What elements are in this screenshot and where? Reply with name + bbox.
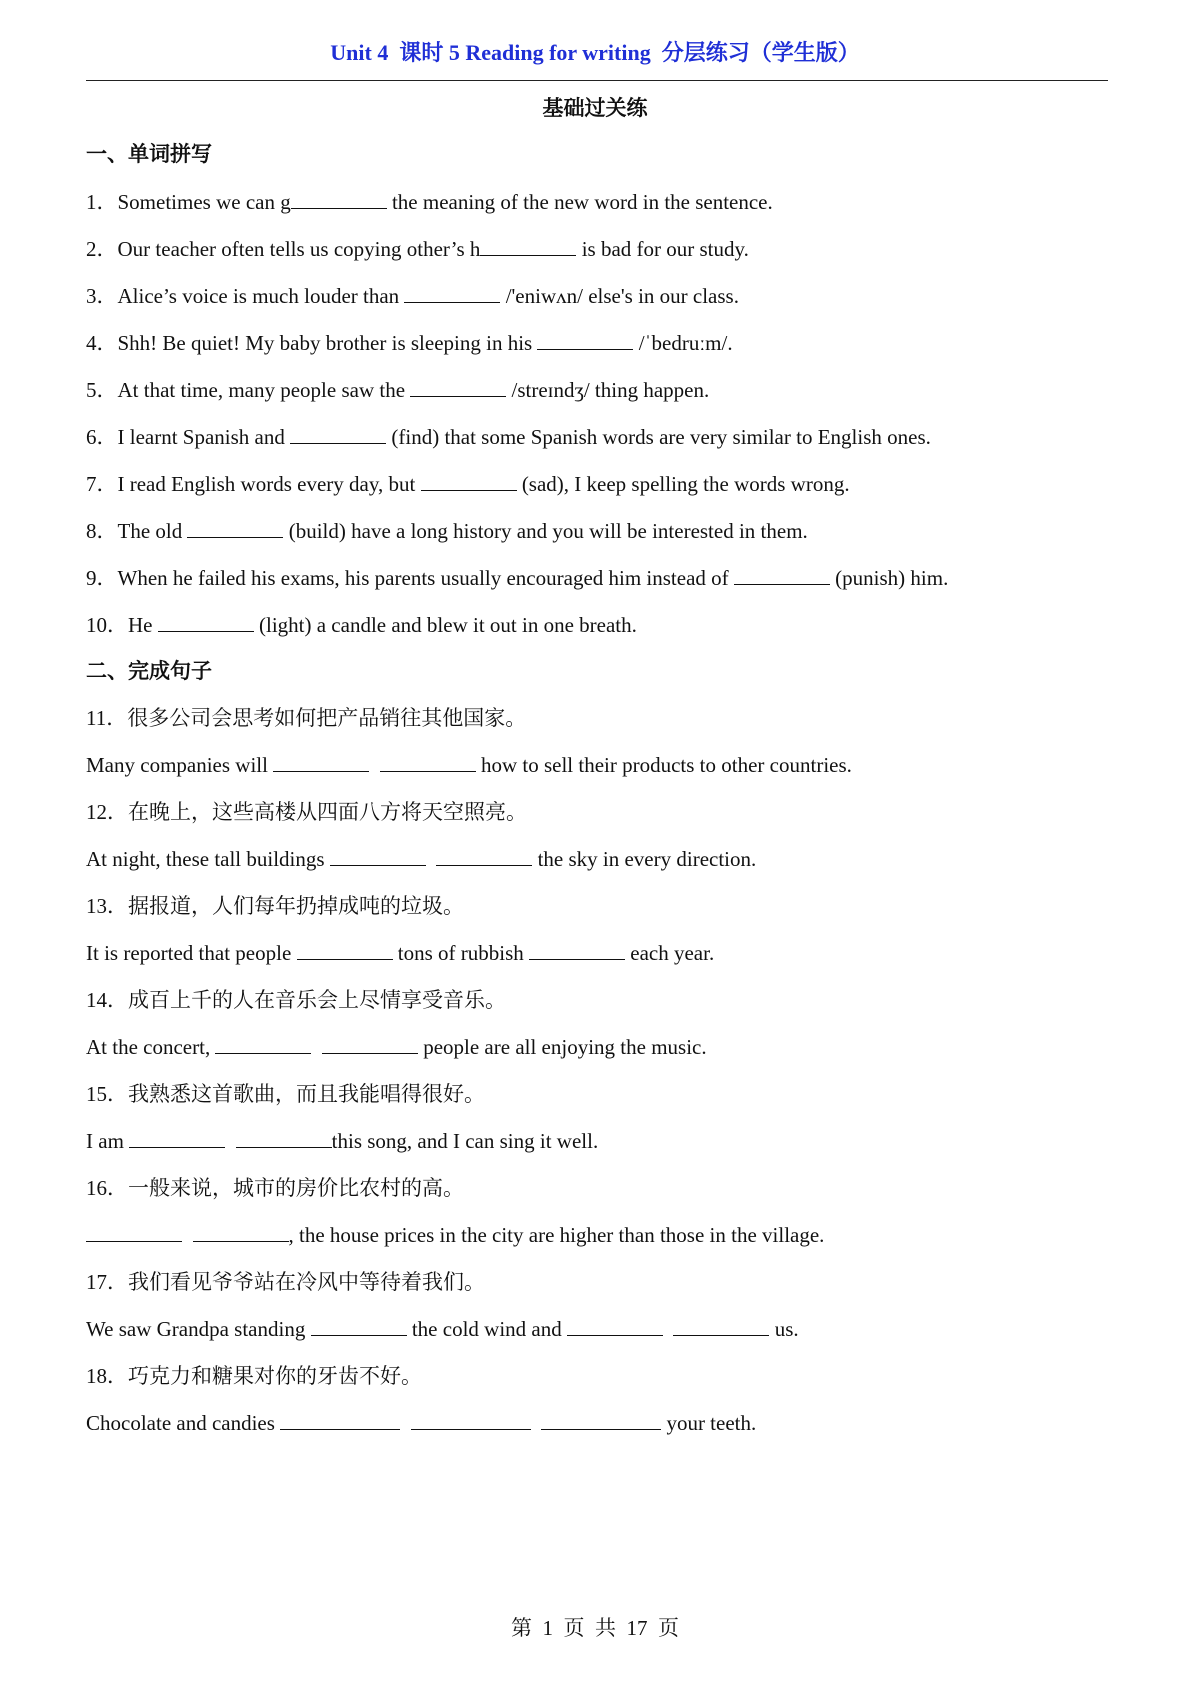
answer-blank[interactable] — [297, 939, 393, 960]
question-3: 3．Alice’s voice is much louder than /'eniwʌn/ else's in our class. — [86, 284, 739, 308]
question-9: 9．When he failed his exams, his parents usually encouraged him instead of (punish) him. — [86, 566, 949, 590]
question-5: 5．At that time, many people saw the /streɪndʒ/ thing happen. — [86, 378, 710, 402]
answer-blank[interactable] — [567, 1315, 663, 1336]
question-16-en: , the house prices in the city are higher than those in the village. — [86, 1221, 824, 1249]
answer-blank[interactable] — [273, 751, 369, 772]
answer-blank[interactable] — [322, 1033, 418, 1054]
answer-blank[interactable] — [86, 1221, 182, 1242]
question-13-en: It is reported that people tons of rubbish each year. — [86, 941, 715, 965]
question-4: 4．Shh! Be quiet! My baby brother is sleeping in his /ˈbedruːm/. — [86, 331, 733, 355]
answer-blank[interactable] — [529, 939, 625, 960]
question-13-cn: 13．据报道，人们每年扔掉成吨的垃圾。 — [86, 894, 464, 918]
answer-blank[interactable] — [410, 376, 506, 397]
question-6: 6．I learnt Spanish and (find) that some Spanish words are very similar to English ones. — [86, 425, 931, 449]
answer-blank[interactable] — [187, 517, 283, 538]
question-11-en: Many companies will how to sell their products to other countries. — [86, 753, 852, 777]
question-12-cn: 12．在晚上，这些高楼从四面八方将天空照亮。 — [86, 800, 527, 824]
level-title: 基础过关练 — [542, 96, 648, 120]
page-number: 第 1 页 共 17 页 — [511, 1616, 679, 1640]
question-17-cn: 17．我们看见爷爷站在冷风中等待着我们。 — [86, 1270, 485, 1294]
question-18-cn: 18．巧克力和糖果对你的牙齿不好。 — [86, 1364, 422, 1388]
answer-blank[interactable] — [291, 188, 387, 209]
question-17-en: We saw Grandpa standing the cold wind and us. — [86, 1317, 799, 1341]
answer-blank[interactable] — [673, 1315, 769, 1336]
answer-blank[interactable] — [411, 1409, 531, 1430]
answer-blank[interactable] — [280, 1409, 400, 1430]
header-title: Unit 4 课时 5 Reading for writing 分层练习（学生版） — [330, 40, 860, 65]
question-2: 2．Our teacher often tells us copying other’s h is bad for our study. — [86, 237, 749, 261]
answer-blank[interactable] — [404, 282, 500, 303]
question-7: 7．I read English words every day, but (sad), I keep spelling the words wrong. — [86, 472, 850, 496]
header-divider — [86, 80, 1108, 81]
question-15-cn: 15．我熟悉这首歌曲，而且我能唱得很好。 — [86, 1082, 485, 1106]
question-18-en: Chocolate and candies your teeth. — [86, 1411, 757, 1435]
section2-title: 二、完成句子 — [86, 659, 212, 683]
question-15-en: I am this song, and I can sing it well. — [86, 1129, 599, 1153]
question-14-en: At the concert, people are all enjoying the music. — [86, 1035, 707, 1059]
answer-blank[interactable] — [380, 751, 476, 772]
question-1: 1．Sometimes we can g the meaning of the new word in the sentence. — [86, 190, 773, 214]
answer-blank[interactable] — [480, 235, 576, 256]
answer-blank[interactable] — [129, 1127, 225, 1148]
section1-title: 一、单词拼写 — [86, 142, 212, 166]
question-11-cn: 11．很多公司会思考如何把产品销往其他国家。 — [86, 706, 527, 730]
answer-blank[interactable] — [215, 1033, 311, 1054]
answer-blank[interactable] — [541, 1409, 661, 1430]
answer-blank[interactable] — [158, 611, 254, 632]
answer-blank[interactable] — [236, 1127, 332, 1148]
question-10: 10．He (light) a candle and blew it out in one breath. — [86, 613, 637, 637]
answer-blank[interactable] — [537, 329, 633, 350]
question-14-cn: 14．成百上千的人在音乐会上尽情享受音乐。 — [86, 988, 506, 1012]
question-8: 8．The old (build) have a long history and you will be interested in them. — [86, 519, 808, 543]
answer-blank[interactable] — [193, 1221, 289, 1242]
question-12-en: At night, these tall buildings the sky in every direction. — [86, 847, 757, 871]
answer-blank[interactable] — [311, 1315, 407, 1336]
question-16-cn: 16．一般来说，城市的房价比农村的高。 — [86, 1176, 464, 1200]
answer-blank[interactable] — [290, 423, 386, 444]
answer-blank[interactable] — [436, 845, 532, 866]
answer-blank[interactable] — [734, 564, 830, 585]
answer-blank[interactable] — [421, 470, 517, 491]
answer-blank[interactable] — [330, 845, 426, 866]
